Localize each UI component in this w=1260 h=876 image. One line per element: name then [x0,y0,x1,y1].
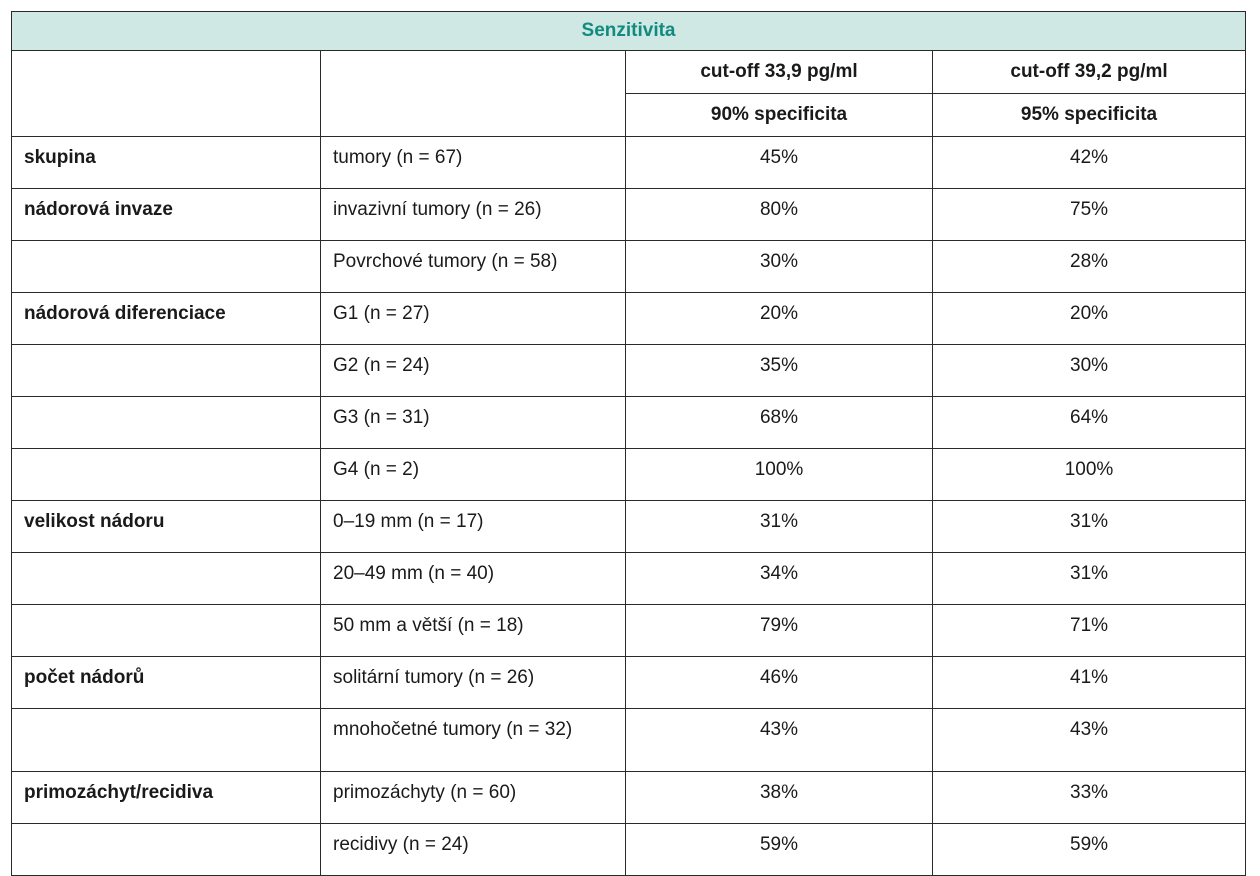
row-value-col2: 43% [933,709,1246,772]
table-title: Senzitivita [12,12,1246,51]
row-value-col2: 28% [933,241,1246,293]
row-category [12,709,321,772]
row-value-col1: 59% [626,824,933,876]
row-value-col2: 31% [933,501,1246,553]
row-category [12,397,321,449]
row-category: nádorová invaze [12,189,321,241]
table-row [12,657,1246,709]
row-value-col1: 68% [626,397,933,449]
table-row [12,772,1246,824]
table-row [12,137,1246,189]
row-value-col2: 100% [933,449,1246,501]
row-category [12,605,321,657]
row-subgroup: 50 mm a větší (n = 18) [321,605,626,657]
table-row [12,824,1246,876]
header-row-1 [12,51,1246,94]
row-value-col2: 31% [933,553,1246,605]
row-value-col2: 33% [933,772,1246,824]
row-category [12,553,321,605]
col2-specificity-header: 95% specificita [933,94,1246,137]
row-value-col2: 30% [933,345,1246,397]
sensitivity-table [11,11,1246,876]
col2-cutoff-header: cut-off 39,2 pg/ml [933,51,1246,94]
row-subgroup: G3 (n = 31) [321,397,626,449]
row-category [12,241,321,293]
row-value-col2: 71% [933,605,1246,657]
row-subgroup: G4 (n = 2) [321,449,626,501]
row-category: velikost nádoru [12,501,321,553]
row-subgroup: 20–49 mm (n = 40) [321,553,626,605]
row-value-col1: 45% [626,137,933,189]
row-subgroup: tumory (n = 67) [321,137,626,189]
table-row [12,189,1246,241]
row-subgroup: G1 (n = 27) [321,293,626,345]
table-row [12,709,1246,772]
col1-cutoff-header: cut-off 33,9 pg/ml [626,51,933,94]
row-subgroup: recidivy (n = 24) [321,824,626,876]
row-value-col2: 64% [933,397,1246,449]
sensitivity-table-container [11,11,1245,876]
row-value-col2: 59% [933,824,1246,876]
table-row [12,345,1246,397]
row-value-col1: 34% [626,553,933,605]
row-category [12,449,321,501]
table-row [12,397,1246,449]
row-category: nádorová diferenciace [12,293,321,345]
row-value-col2: 42% [933,137,1246,189]
header-empty-cell [321,51,626,137]
row-subgroup: 0–19 mm (n = 17) [321,501,626,553]
row-value-col2: 41% [933,657,1246,709]
row-value-col1: 80% [626,189,933,241]
header-empty-cell [12,51,321,137]
row-value-col2: 75% [933,189,1246,241]
table-row [12,605,1246,657]
table-row [12,449,1246,501]
row-subgroup: invazivní tumory (n = 26) [321,189,626,241]
table-row [12,241,1246,293]
table-title-row [12,12,1246,51]
row-category: skupina [12,137,321,189]
row-value-col1: 31% [626,501,933,553]
row-value-col1: 46% [626,657,933,709]
row-value-col1: 43% [626,709,933,772]
row-value-col1: 30% [626,241,933,293]
col1-specificity-header: 90% specificita [626,94,933,137]
row-value-col2: 20% [933,293,1246,345]
row-subgroup: primozáchyty (n = 60) [321,772,626,824]
row-subgroup: solitární tumory (n = 26) [321,657,626,709]
row-subgroup: Povrchové tumory (n = 58) [321,241,626,293]
row-value-col1: 100% [626,449,933,501]
table-row [12,553,1246,605]
row-category: počet nádorů [12,657,321,709]
row-subgroup: G2 (n = 24) [321,345,626,397]
row-value-col1: 38% [626,772,933,824]
table-row [12,293,1246,345]
row-category [12,824,321,876]
row-category: primozáchyt/recidiva [12,772,321,824]
row-value-col1: 20% [626,293,933,345]
row-value-col1: 79% [626,605,933,657]
table-row [12,501,1246,553]
row-subgroup: mnohočetné tumory (n = 32) [321,709,626,772]
row-category [12,345,321,397]
table-body [12,137,1246,876]
row-value-col1: 35% [626,345,933,397]
